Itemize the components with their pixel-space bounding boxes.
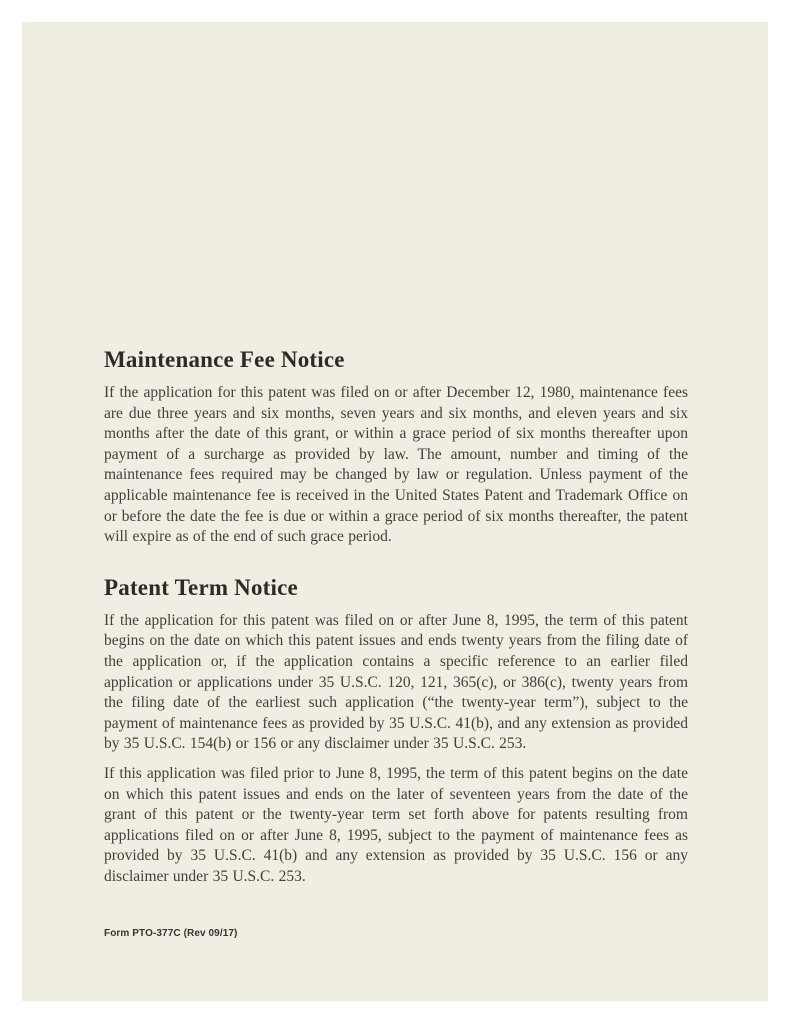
section-maintenance-fee-notice (104, 346, 688, 548)
page-content (104, 346, 688, 887)
maintenance-fee-notice-paragraph: If the application for this patent was filed on or after December 12, 1980, maintenance fees are due three years and six months, seven years and six months, and eleven years and six months after the date of this grant, or within a grace period of six months thereafter upon payment of a surcharge as provided by law. The amount, number and timing of the maintenance fees required may be changed by law or regulation. Unless payment of the applicable maintenance fee is received in the United States Patent and Trademark Office on or before the date the fee is due or within a grace period of six months thereafter, the patent will expire as of the end of such grace period. (104, 384, 688, 546)
patent-term-notice-paragraph-2: If this application was filed prior to June 8, 1995, the term of this patent begins on the date on which this patent issues and ends on the later of seventeen years from the date of the grant of this patent or the twenty-year term set forth above for patents resulting from applications filed on or after June 8, 1995, subject to the payment of maintenance fees as provided by 35 U.S.C. 41(b) and any extension as provided by 35 U.S.C. 156 or any disclaimer under 35 U.S.C. 253. (104, 764, 688, 885)
form-number-label: Form PTO-377C (Rev 09/17) (104, 928, 238, 939)
section-patent-term-notice (104, 574, 688, 888)
patent-term-notice-paragraph-1: If the application for this patent was filed on or after June 8, 1995, the term of this patent begins on the date on which this patent issues and ends twenty years from the filing date of the application or, if the application contains a specific reference to an earlier filed application or applications under 35 U.S.C. 120, 121, 365(c), or 386(c), twenty years from the filing date of the earliest such application (“the twenty-year term”), subject to the payment of maintenance fees as provided by 35 U.S.C. 41(b), and any extension as provided by 35 U.S.C. 154(b) or 156 or any disclaimer under 35 U.S.C. 253. (104, 611, 688, 753)
patent-term-notice-heading: Patent Term Notice (104, 574, 298, 600)
patent-notice-page (22, 22, 768, 1001)
maintenance-fee-notice-heading: Maintenance Fee Notice (104, 347, 345, 372)
